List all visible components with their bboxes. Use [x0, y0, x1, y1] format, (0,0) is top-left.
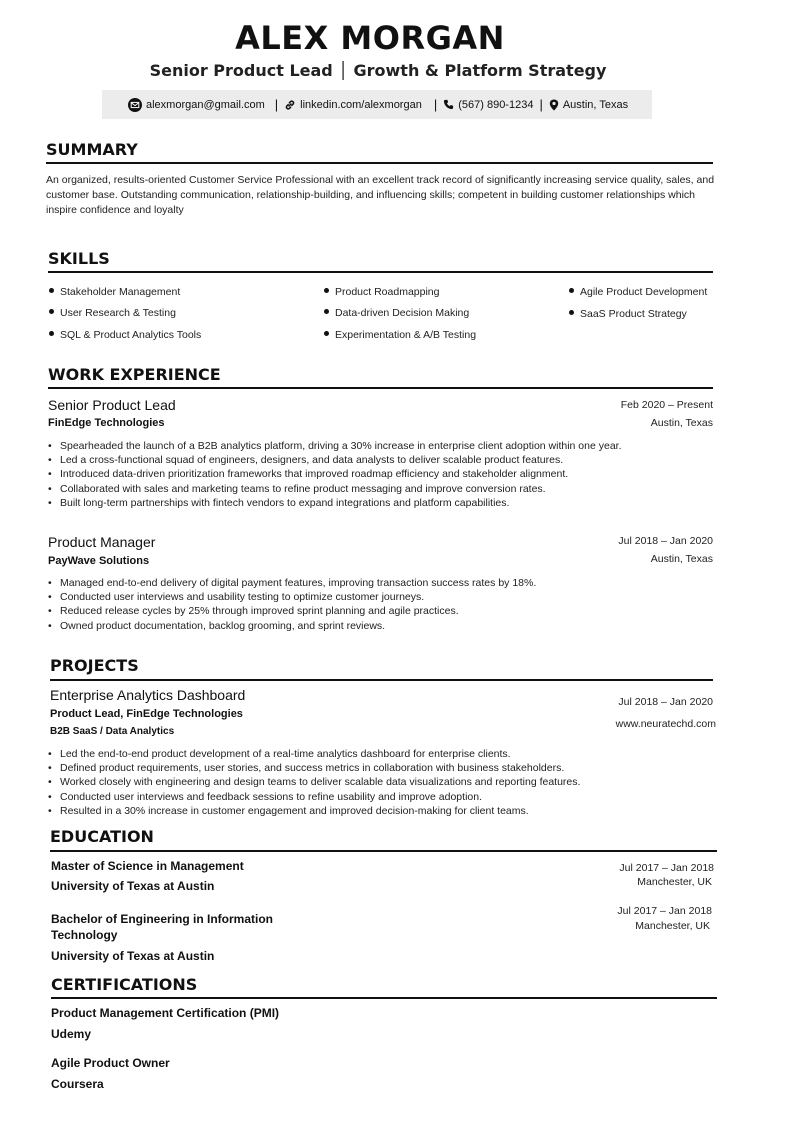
- job-title: Senior Product Lead: [48, 397, 176, 413]
- certification-name: Product Management Certification (PMI): [51, 1006, 280, 1020]
- list-item: • Conducted user interviews and usability testing to optimize customer journeys.: [46, 590, 536, 604]
- skill-item: [569, 286, 707, 298]
- skill-label: SaaS Product Strategy: [580, 308, 687, 320]
- summary-text: An organized, results-oriented Customer Service Professional with an excellent track record of significantly increasing service quality, sales, and customer base. Outstanding communication, relationship-building, and influencing skills; competent in building customer relationships which inspire confidence and loyalty: [46, 174, 715, 216]
- list-item: • Defined product requirements, user stories, and success metrics in collaboration with business stakeholders.: [46, 761, 580, 775]
- list-item: • Led the end-to-end product development of a real-time analytics dashboard for enterprise clients.: [46, 747, 580, 761]
- list-item: • Conducted user interviews and feedback sessions to refine usability and improve adoption.: [46, 790, 580, 804]
- phone-text: (567) 890-1234: [458, 98, 534, 111]
- job-location: Austin, Texas: [650, 417, 713, 429]
- list-item: • Collaborated with sales and marketing teams to refine product messaging and improve conversion rates.: [46, 482, 622, 496]
- email-text: alexmorgan@gmail.com: [146, 98, 265, 111]
- project-role: Product Lead, FinEdge Technologies: [50, 708, 243, 720]
- skill-label: Agile Product Development: [580, 286, 708, 298]
- skill-label: Experimentation & A/B Testing: [335, 329, 477, 341]
- skill-item: [324, 307, 469, 319]
- skill-item: [49, 329, 201, 341]
- list-item: • Introduced data-driven prioritization frameworks that improved roadmap efficiency and stakeholder alignment.: [46, 467, 622, 481]
- projects-heading: PROJECTS: [50, 656, 139, 675]
- bullet-icon: [324, 331, 329, 336]
- summary-heading: SUMMARY: [46, 140, 138, 159]
- education-dates: Jul 2017 – Jan 2018: [617, 905, 712, 917]
- certification-issuer: Coursera: [51, 1077, 104, 1091]
- degree-title: Bachelor of Engineering in Information Technology: [51, 912, 274, 942]
- skills-divider: [48, 271, 713, 273]
- job-dates: Jul 2018 – Jan 2020: [618, 535, 713, 547]
- company-name: PayWave Solutions: [48, 555, 150, 567]
- list-item: • Worked closely with engineering and design teams to deliver scalable data visualizations and reporting features.: [46, 775, 580, 789]
- job-title: Product Manager: [48, 534, 156, 550]
- project-category: B2B SaaS / Data Analytics: [50, 726, 175, 737]
- linkedin-text: linkedin.com/alexmorgan: [300, 98, 422, 111]
- skill-item: [324, 286, 439, 298]
- skill-label: Data-driven Decision Making: [335, 307, 470, 319]
- contact-bar: [102, 90, 652, 119]
- contact-email[interactable]: [128, 98, 265, 112]
- bullet-icon: [49, 331, 54, 336]
- experience-divider: [48, 387, 713, 389]
- certification-issuer: Udemy: [51, 1027, 92, 1041]
- education-location: Manchester, UK: [637, 876, 712, 888]
- skill-item: [49, 307, 176, 319]
- link-icon: [284, 99, 296, 111]
- bullet-icon: [569, 288, 574, 293]
- candidate-name: ALEX MORGAN: [235, 19, 505, 57]
- project-dates: Jul 2018 – Jan 2020: [618, 696, 713, 708]
- list-item: • Managed end-to-end delivery of digital payment features, improving transaction success rates by 18%.: [46, 576, 536, 590]
- certification-name: Agile Product Owner: [51, 1056, 170, 1070]
- list-item: • Reduced release cycles by 25% through improved sprint planning and agile practices.: [46, 604, 536, 618]
- phone-icon: [443, 99, 454, 110]
- skill-item: [324, 329, 476, 341]
- contact-separator: |: [274, 97, 279, 112]
- experience-heading: WORK EXPERIENCE: [48, 365, 221, 384]
- location-pin-icon: [549, 99, 559, 111]
- project-url[interactable]: www.neuratechd.com: [615, 718, 716, 730]
- email-icon: [128, 98, 142, 112]
- skill-item: [49, 286, 180, 298]
- school-name: University of Texas at Austin: [51, 879, 215, 893]
- project-name: Enterprise Analytics Dashboard: [50, 687, 246, 703]
- school-name: University of Texas at Austin: [51, 949, 215, 963]
- skill-label: SQL & Product Analytics Tools: [60, 329, 202, 341]
- bullet-icon: [569, 310, 574, 315]
- certifications-heading: CERTIFICATIONS: [51, 975, 198, 994]
- job-dates: Feb 2020 – Present: [620, 399, 713, 411]
- project-bullets: [46, 747, 580, 818]
- skill-label: User Research & Testing: [60, 307, 176, 319]
- skill-label: Stakeholder Management: [60, 286, 181, 298]
- contact-separator: |: [433, 97, 438, 112]
- contact-location: [549, 99, 628, 111]
- list-item: • Built long-term partnerships with fintech vendors to expand integrations and platform capabilities.: [46, 496, 622, 510]
- skills-heading: SKILLS: [48, 249, 110, 268]
- summary-divider: [46, 162, 713, 164]
- contact-linkedin[interactable]: [284, 99, 422, 111]
- contact-phone[interactable]: [443, 99, 533, 111]
- bullet-icon: [49, 288, 54, 293]
- list-item: • Resulted in a 30% increase in customer engagement and improved decision-making for client teams.: [46, 804, 580, 818]
- education-divider: [50, 850, 717, 852]
- bullet-icon: [49, 309, 54, 314]
- education-location: Manchester, UK: [635, 920, 710, 932]
- skill-item: [569, 308, 687, 320]
- degree-title: Master of Science in Management: [51, 859, 244, 873]
- headline: Senior Product Lead │ Growth & Platform Strategy: [149, 61, 607, 80]
- job-location: Austin, Texas: [650, 553, 713, 565]
- list-item: • Spearheaded the launch of a B2B analytics platform, driving a 30% increase in enterprise client adoption within one year.: [46, 439, 622, 453]
- education-dates: Jul 2017 – Jan 2018: [619, 862, 714, 874]
- education-heading: EDUCATION: [50, 827, 154, 846]
- skill-label: Product Roadmapping: [335, 286, 440, 298]
- bullet-icon: [324, 309, 329, 314]
- job-bullets: [46, 576, 536, 633]
- list-item: • Owned product documentation, backlog grooming, and sprint reviews.: [46, 619, 536, 633]
- job-bullets: [46, 439, 622, 510]
- company-name: FinEdge Technologies: [48, 417, 165, 429]
- list-item: • Led a cross-functional squad of engineers, designers, and data analysts to deliver scalable product features.: [46, 453, 622, 467]
- bullet-icon: [324, 288, 329, 293]
- contact-separator: |: [539, 97, 543, 112]
- projects-divider: [50, 679, 713, 681]
- certifications-divider: [51, 997, 717, 999]
- location-text: Austin, Texas: [562, 98, 629, 111]
